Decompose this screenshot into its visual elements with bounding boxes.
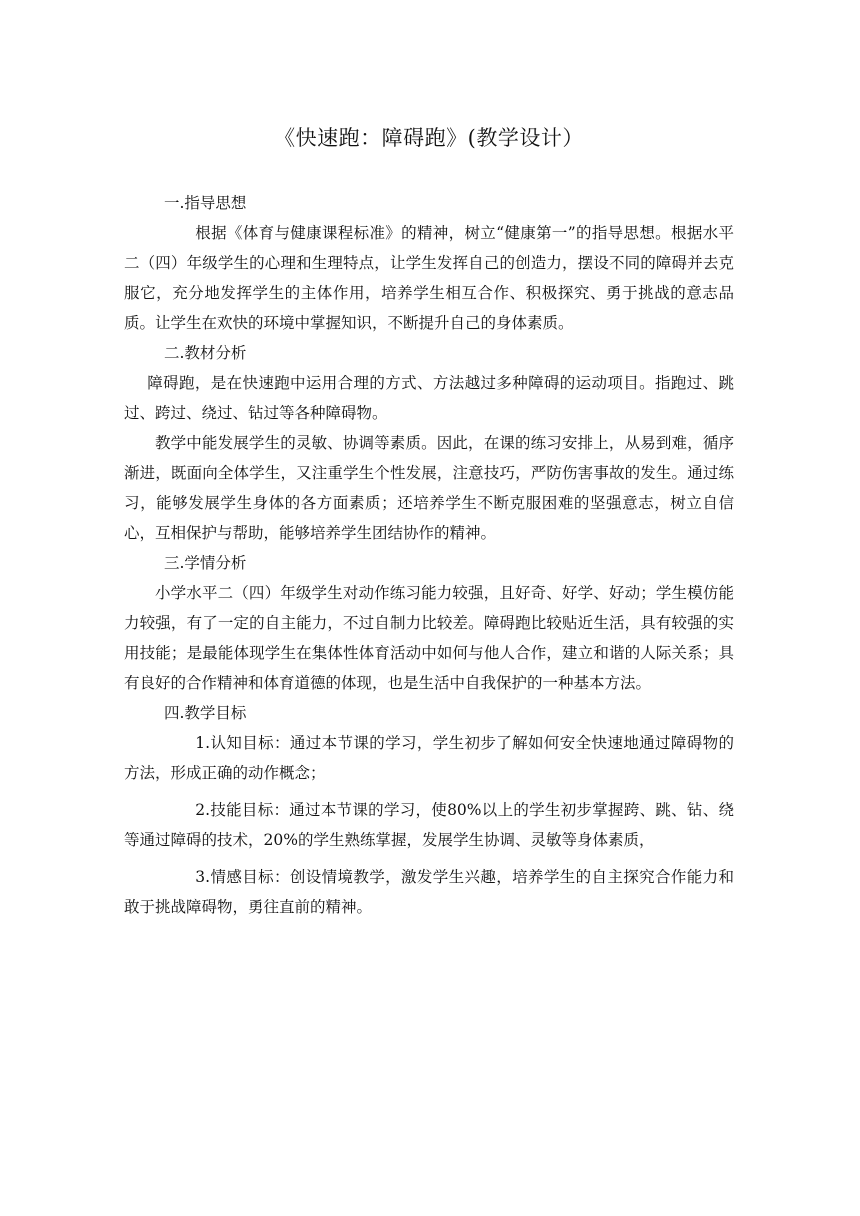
paragraph-skill-goal: 2.技能目标：通过本节课的学习，使80%以上的学生初步掌握跨、跳、钻、绕等通过障碍的技术，20%的学生熟练掌握，发展学生协调、灵敏等身体素质， [124,801,734,849]
paragraph-emotional-goal: 3.情感目标：创设情境教学，激发学生兴趣，培养学生的自主探究合作能力和敢于挑战障碍物，勇往直前的精神。 [124,868,734,916]
paragraph-cognitive-goal: 1.认知目标：通过本节课的学习，学生初步了解如何安全快速地通过障碍物的方法，形成正确的动作概念； [124,734,734,782]
paragraph-guiding-ideology: 根据《体育与健康课程标准》的精神，树立“健康第一”的指导思想。根据水平二（四）年级学生的心理和生理特点，让学生发挥自己的创造力，摆设不同的障碍并去克服它，充分地发挥学生的主体作用，培养学生相互合作、积极探究、勇于挑战的意志品质。让学生在欢快的环境中掌握知识，不断提升自己的身体素质。 [124,224,734,332]
section-heading-teaching-goals: 四.教学目标 [164,704,247,722]
section-heading-guiding-ideology: 一.指导思想 [164,194,247,212]
section-heading-material-analysis: 二.教材分析 [164,344,247,362]
paragraph-student-analysis: 小学水平二（四）年级学生对动作练习能力较强，且好奇、好学、好动；学生模仿能力较强，有了一定的自主能力，不过自制力比较差。障碍跑比较贴近生活，具有较强的实用技能；是最能体现学生在集体性体育活动中如何与他人合作，建立和谐的人际关系；具有良好的合作精神和体育道德的体现，也是生活中自我保护的一种基本方法。 [124,584,734,692]
document-body [124,188,734,922]
paragraph-material-analysis-2: 教学中能发展学生的灵敏、协调等素质。因此，在课的练习安排上，从易到难，循序渐进，既面向全体学生，又注重学生个性发展，注意技巧，严防伤害事故的发生。通过练习，能够发展学生身体的各方面素质；还培养学生不断克服困难的坚强意志，树立自信心，互相保护与帮助，能够培养学生团结协作的精神。 [124,434,734,542]
section-heading-student-analysis: 三.学情分析 [164,554,247,572]
paragraph-material-analysis-1: 障碍跑，是在快速跑中运用合理的方式、方法越过多种障碍的运动项目。指跑过、跳过、跨过、绕过、钻过等各种障碍物。 [124,374,734,422]
document-title: 《快速跑：障碍跑》(教学设计） [274,126,584,150]
